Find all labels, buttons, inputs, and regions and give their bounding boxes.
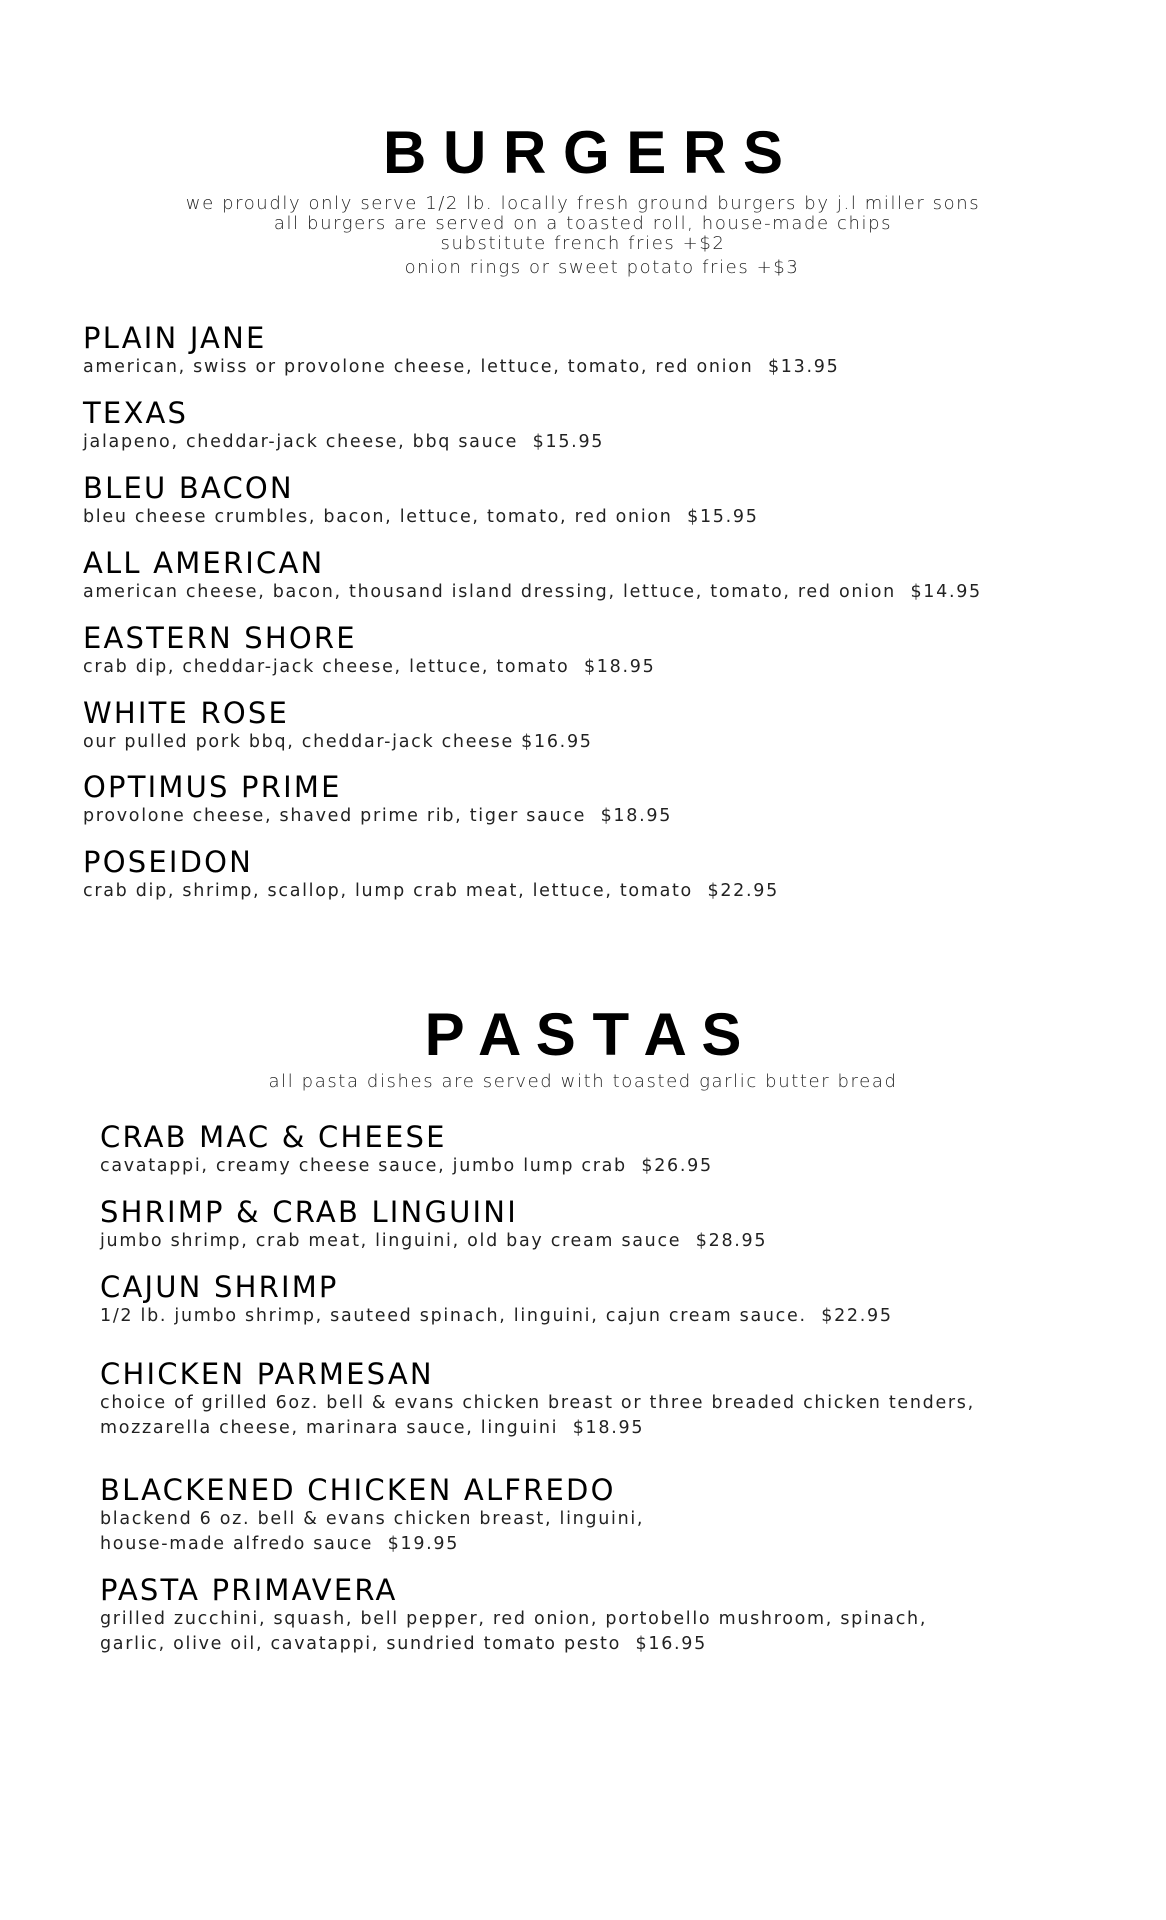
item-description: american, swiss or provolone cheese, lettuce, tomato, red onion $13.95 xyxy=(83,357,840,377)
item-description: american cheese, bacon, thousand island dressing, lettuce, tomato, red onion $14.95 xyxy=(83,582,982,602)
item-description: mozzarella cheese, marinara sauce, linguini $18.95 xyxy=(100,1418,645,1438)
item-description: grilled zucchini, squash, bell pepper, red onion, portobello mushroom, spinach, xyxy=(100,1609,928,1629)
item-name: POSEIDON xyxy=(83,845,254,879)
pastas-heading: P A S T A S xyxy=(424,1001,742,1068)
menu-item xyxy=(100,1573,927,1657)
item-description: choice of grilled 6oz. bell & evans chicken breast or three breaded chicken tenders, xyxy=(100,1393,975,1413)
item-description: blackend 6 oz. bell & evans chicken breast, linguini, xyxy=(100,1509,645,1529)
pastas-intro xyxy=(0,1072,1166,1092)
item-name: PLAIN JANE xyxy=(83,321,267,355)
menu-item xyxy=(100,1120,713,1179)
item-description: jumbo shrimp, crab meat, linguini, old bay cream sauce $28.95 xyxy=(100,1231,768,1251)
item-name: BLACKENED CHICKEN ALFREDO xyxy=(100,1473,616,1507)
menu-item xyxy=(83,696,593,755)
item-name: SHRIMP & CRAB LINGUINI xyxy=(100,1195,518,1229)
burgers-intro-line: onion rings or sweet potato fries +$3 xyxy=(404,257,800,278)
item-description: crab dip, cheddar-jack cheese, lettuce, tomato $18.95 xyxy=(83,657,656,677)
pastas-intro-line: all pasta dishes are served with toasted garlic butter bread xyxy=(268,1071,898,1092)
item-name: BLEU BACON xyxy=(83,471,294,505)
item-description: house-made alfredo sauce $19.95 xyxy=(100,1534,460,1554)
item-name: WHITE ROSE xyxy=(83,696,289,730)
item-description: garlic, olive oil, cavatappi, sundried tomato pesto $16.95 xyxy=(100,1634,707,1654)
menu-item xyxy=(83,770,672,829)
burgers-intro-line: we proudly only serve 1/2 lb. locally fresh ground burgers by j.l miller sons xyxy=(185,193,981,214)
item-name: CAJUN SHRIMP xyxy=(100,1270,339,1304)
menu-item xyxy=(83,546,982,605)
item-name: PASTA PRIMAVERA xyxy=(100,1573,398,1607)
burgers-intro xyxy=(0,194,1166,278)
item-description: provolone cheese, shaved prime rib, tiger sauce $18.95 xyxy=(83,806,673,826)
menu-item xyxy=(100,1473,644,1557)
item-description: jalapeno, cheddar-jack cheese, bbq sauce $15.95 xyxy=(83,432,605,452)
item-name: EASTERN SHORE xyxy=(83,621,357,655)
menu-item xyxy=(100,1357,975,1441)
menu-item xyxy=(83,321,839,380)
item-name: ALL AMERICAN xyxy=(83,546,325,580)
burgers-heading: B U R G E R S xyxy=(382,119,784,186)
menu-item xyxy=(83,621,655,680)
menu-item xyxy=(100,1270,893,1329)
menu-item xyxy=(100,1195,767,1254)
menu-item xyxy=(83,396,604,455)
item-name: TEXAS xyxy=(83,396,189,430)
item-name: CHICKEN PARMESAN xyxy=(100,1357,434,1391)
burgers-intro-line: all burgers are served on a toasted roll, house-made chips xyxy=(273,213,893,234)
item-description: 1/2 lb. jumbo shrimp, sauteed spinach, linguini, cajun cream sauce. $22.95 xyxy=(100,1306,893,1326)
burgers-intro-line: substitute french fries +$2 xyxy=(440,233,726,254)
item-description: our pulled pork bbq, cheddar-jack cheese $16.95 xyxy=(83,732,593,752)
item-name: OPTIMUS PRIME xyxy=(83,770,342,804)
item-description: crab dip, shrimp, scallop, lump crab meat, lettuce, tomato $22.95 xyxy=(83,881,779,901)
menu-item xyxy=(83,845,779,904)
item-description: cavatappi, creamy cheese sauce, jumbo lump crab $26.95 xyxy=(100,1156,713,1176)
item-description: bleu cheese crumbles, bacon, lettuce, tomato, red onion $15.95 xyxy=(83,507,759,527)
menu-item xyxy=(83,471,759,530)
item-name: CRAB MAC & CHEESE xyxy=(100,1120,447,1154)
